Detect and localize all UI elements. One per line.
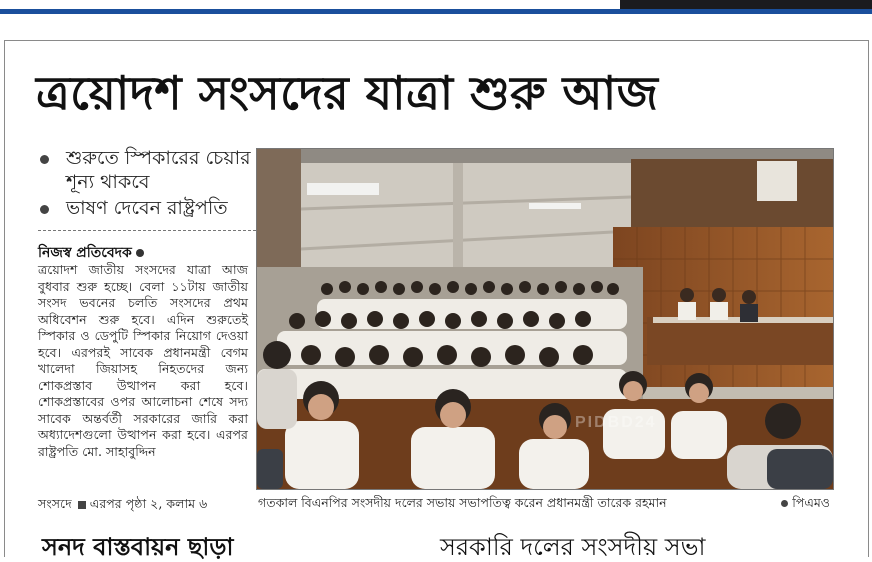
highlight-text: শুরুতে স্পিকারের চেয়ার শূন্য থাকবে — [66, 147, 251, 193]
next-story-headline[interactable]: সনদ বাস্তবায়ন ছাড়া — [42, 532, 234, 561]
news-photo — [256, 148, 834, 490]
next-story-headline[interactable]: সরকারি দলের সংসদীয় সভা — [440, 533, 706, 561]
top-rule — [0, 0, 872, 14]
photo-credit — [781, 494, 830, 512]
blue-rule — [0, 9, 872, 14]
highlight-list — [36, 146, 254, 222]
headline: ত্রয়োদশ সংসদের যাত্রা শুরু আজ — [36, 66, 659, 120]
bullet-icon — [136, 249, 144, 257]
caption-text: গতকাল বিএনপির সংসদীয় দলের সভায় সভাপতিত্ব করেন প্রধানমন্ত্রী তারেক রহমান — [258, 495, 667, 510]
adjacent-photo-strip — [620, 0, 872, 9]
bullet-icon — [40, 155, 49, 164]
highlight-item — [36, 146, 254, 194]
photo-caption — [258, 494, 832, 512]
article-body — [38, 262, 248, 460]
highlight-text: ভাষণ দেবেন রাষ্ট্রপতি — [66, 197, 228, 219]
square-bullet-icon — [78, 501, 86, 509]
bullet-icon — [40, 205, 49, 214]
article-paragraph: ত্রয়োদশ জাতীয় সংসদের যাত্রা আজ বুধবার শুরু হচ্ছে। বেলা ১১টায় জাতীয় সংসদ ভবনের চলতি সংসদের প্রথম অধিবেশন শুরু হবে। এদিন শুরুতেই স্পিকার ও ডেপুটি স্পিকার নিয়োগ দেওয়া হবে। এরপরই সাবেক প্রধানমন্ত্রী বেগম খালেদা জিয়াসহ নিহতদের জন্য শোকপ্রস্তাব উত্থাপন করা হবে। শোকপ্রস্তাবের ওপর আলোচনা শেষে সদ্য সাবেক অন্তর্বর্তী সরকারের জারি করা অধ্যাদেশগুলো উত্থাপন করা হবে। এরপর রাষ্ট্রপতি মো. সাহাবুদ্দিন — [38, 262, 248, 459]
meeting-hall-photo — [257, 149, 833, 489]
bullet-icon — [781, 500, 788, 507]
credit-text: পিএমও — [792, 495, 830, 510]
byline-text: নিজস্ব প্রতিবেদক — [38, 245, 132, 261]
photo-watermark: PIDBD24 — [575, 414, 657, 431]
continuation-line — [38, 496, 258, 512]
highlight-item — [36, 196, 254, 220]
column-divider — [38, 230, 256, 231]
byline — [38, 244, 144, 262]
body-tail: সংসদে — [38, 496, 72, 511]
jump-link[interactable]: এরপর পৃষ্ঠা ২, কলাম ৬ — [89, 496, 208, 511]
